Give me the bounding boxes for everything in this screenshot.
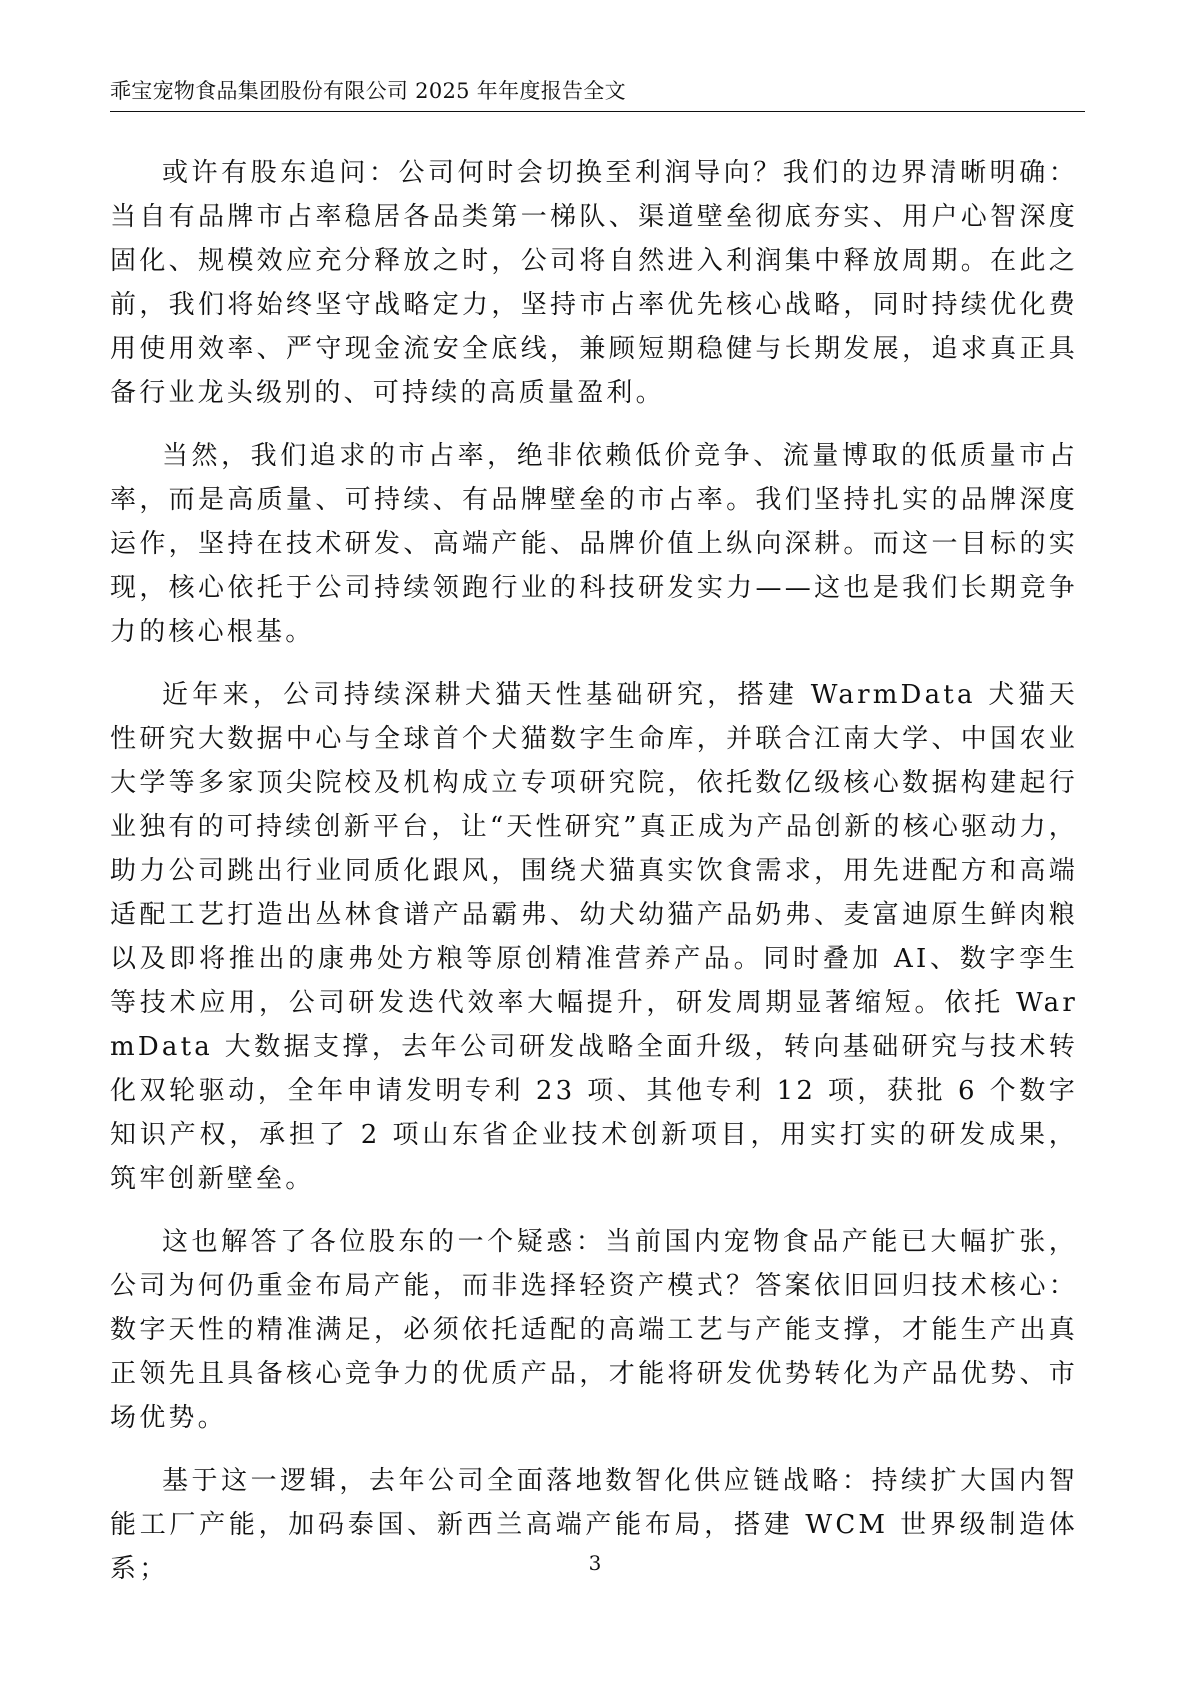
paragraph-profit-orientation: 或许有股东追问：公司何时会切换至利润导向？我们的边界清晰明确：当自有品牌市占率稳居各品类第一梯队、渠道壁垒彻底夯实、用户心智深度固化、规模效应充分释放之时，公司将自然进入利润集中释放周期。在此之前，我们将始终坚守战略定力，坚持市占率优先核心战略，同时持续优化费用使用效率、严守现金流安全底线，兼顾短期稳健与长期发展，追求真正具备行业龙头级别的、可持续的高质量盈利。	[110, 158, 1078, 408]
paragraph-capacity-question: 这也解答了各位股东的一个疑惑：当前国内宠物食品产能已大幅扩张，公司为何仍重金布局产能，而非选择轻资产模式？答案依旧回归技术核心：数字天性的精准满足，必须依托适配的高端工艺与产能支撑，才能生产出真正领先且具备核心竞争力的优质产品，才能将研发优势转化为产品优势、市场优势。	[110, 1227, 1078, 1433]
paragraph-supply-chain: 基于这一逻辑，去年公司全面落地数智化供应链战略：持续扩大国内智能工厂产能，加码泰国、新西兰高端产能布局，搭建 WCM 世界级制造体系；	[110, 1466, 1078, 1584]
page-number: 3	[588, 1551, 602, 1575]
paragraph-rnd-warmdata: 近年来，公司持续深耕犬猫天性基础研究，搭建 WarmData 犬猫天性研究大数据中心与全球首个犬猫数字生命库，并联合江南大学、中国农业大学等多家顶尖院校及机构成立专项研究院，依托数亿级核心数据构建起行业独有的可持续创新平台，让“天性研究”真正成为产品创新的核心驱动力，助力公司跳出行业同质化跟风，围绕犬猫真实饮食需求，用先进配方和高端适配工艺打造出丛林食谱产品霸弗、幼犬幼猫产品奶弗、麦富迪原生鲜肉粮以及即将推出的康弗处方粮等原创精准营养产品。同时叠加 AI、数字孪生等技术应用，公司研发迭代效率大幅提升，研发周期显著缩短。依托 WarmData 大数据支撑，去年公司研发战略全面升级，转向基础研究与技术转化双轮驱动，全年申请发明专利 23 项、其他专利 12 项，获批 6 个数字知识产权，承担了 2 项山东省企业技术创新项目，用实打实的研发成果，筑牢创新壁垒。	[110, 680, 1078, 1194]
header-divider	[110, 111, 1085, 112]
paragraph-market-share-quality: 当然，我们追求的市占率，绝非依赖低价竞争、流量博取的低质量市占率，而是高质量、可持续、有品牌壁垒的市占率。我们坚持扎实的品牌深度运作，坚持在技术研发、高端产能、品牌价值上纵向深耕。而这一目标的实现，核心依托于公司持续领跑行业的科技研发实力——这也是我们长期竞争力的核心根基。	[110, 441, 1078, 647]
page-header: 乖宝宠物食品集团股份有限公司 2025 年年度报告全文	[110, 79, 626, 103]
body-text	[110, 151, 1078, 1610]
